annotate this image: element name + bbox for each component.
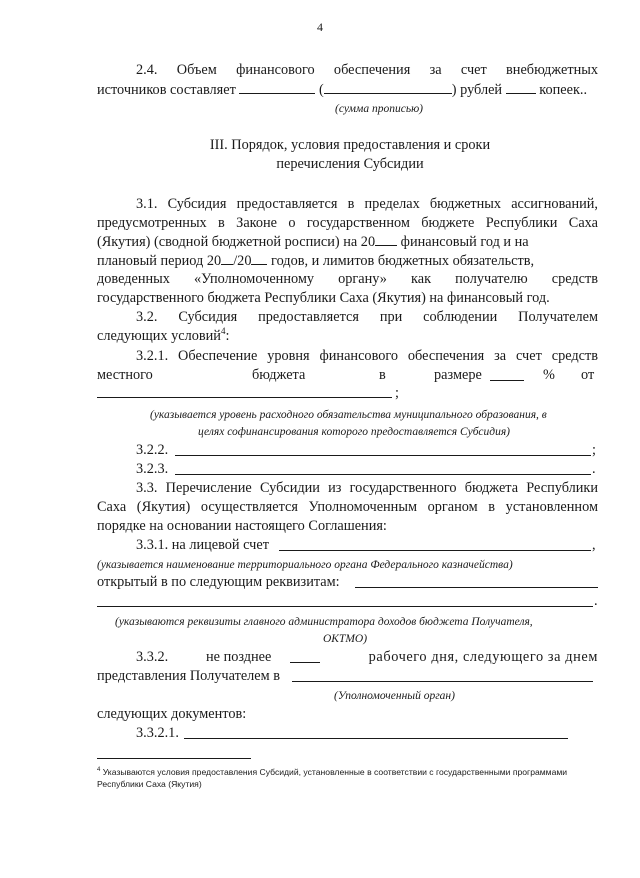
clause-2-4-rubles: ) рублей bbox=[451, 82, 503, 98]
clause-3-2-3-label: 3.2.3. bbox=[136, 461, 169, 477]
clause-3-2-3-end: . bbox=[592, 461, 596, 477]
footnote-ref: 4 bbox=[220, 326, 226, 337]
clause-3-1-l3-end: финансовый год и на bbox=[397, 234, 529, 250]
word-v: в bbox=[379, 367, 386, 383]
percent-sign: % bbox=[543, 367, 555, 383]
blank-account bbox=[279, 550, 591, 551]
section-heading-line2: перечисления Субсидии bbox=[276, 156, 424, 172]
clause-3-1-line3 bbox=[97, 232, 598, 251]
clause-3-3-2-label: 3.3.2. bbox=[136, 649, 169, 665]
clause-3-1-l3-text: (Якутия) (сводной бюджетной росписи) на 20 bbox=[97, 234, 376, 250]
blank-clause-3-2-2 bbox=[175, 455, 591, 456]
footnote-separator bbox=[97, 758, 251, 759]
word-ot: от bbox=[581, 367, 595, 383]
blank-authorized-body bbox=[292, 681, 593, 682]
clause-3-1-l4-text: плановый период 20 bbox=[97, 253, 222, 269]
blank-amount-words bbox=[324, 80, 452, 94]
clause-2-4-line1: 2.4. Объем финансового обеспечения за счет внебюджетных bbox=[136, 62, 598, 78]
word-ne-pozdnee: не позднее bbox=[206, 649, 272, 665]
clause-3-3-line2: Саха (Якутия) осуществляется Уполномоченным органом в установленном bbox=[97, 499, 598, 515]
clause-3-3-1-requisites: открытый в по следующим реквизитам: bbox=[97, 574, 340, 590]
clause-3-1-line2: предусмотренных в Законе о государственном бюджете Республики Саха bbox=[97, 215, 598, 231]
footnote-text-1: Указываются условия предоставления Субсидий, установленные в соответствии с государственными программами bbox=[102, 767, 568, 777]
clause-3-2-2-label: 3.2.2. bbox=[136, 442, 169, 458]
clause-2-4-line2 bbox=[97, 80, 598, 99]
clause-3-2-2-end: ; bbox=[592, 442, 596, 458]
clause-2-4-kopecks: копеек.. bbox=[539, 82, 588, 98]
hint-requisites-line1: (указываются реквизиты главного администратора доходов бюджета Получателя, bbox=[115, 616, 533, 628]
clause-3-2-l2-text: следующих условий bbox=[97, 328, 221, 344]
clause-3-3-2-l1-end: рабочего дня, следующего за днем bbox=[368, 649, 598, 665]
blank-requisites-1 bbox=[355, 587, 598, 588]
hint-obligation-line1: (указывается уровень расходного обязательства муниципального образования, в bbox=[150, 409, 547, 421]
clause-3-3-1-comma: , bbox=[592, 537, 596, 553]
blank-requisites-2 bbox=[97, 606, 593, 607]
clause-3-1-line5: доведенных «Уполномоченному органу» как получателю средств bbox=[97, 271, 598, 287]
hint-amount-words: (сумма прописью) bbox=[335, 103, 424, 115]
clause-3-2-1-line1: 3.2.1. Обеспечение уровня финансового обеспечения за счет средств bbox=[136, 348, 598, 364]
clause-2-4-paren-open: ( bbox=[319, 82, 324, 98]
clause-3-3-1-label: 3.3.1. на лицевой счет bbox=[136, 537, 269, 553]
clause-3-1-line6: государственного бюджета Республики Саха (Якутия) на финансовый год. bbox=[97, 290, 550, 306]
blank-clause-3-2-3 bbox=[175, 474, 591, 475]
blank-amount-digits bbox=[239, 80, 315, 94]
hint-treasury: (указывается наименование территориального органа Федерального казначейства) bbox=[97, 559, 513, 571]
clause-3-3-2-1-label: 3.3.2.1. bbox=[136, 725, 179, 741]
clause-3-3-2-line2: представления Получателем в bbox=[97, 668, 281, 684]
word-byudzheta: бюджета bbox=[252, 367, 306, 383]
clause-3-2-line2 bbox=[97, 327, 229, 345]
blank-percent bbox=[490, 367, 524, 381]
footnote-line1 bbox=[97, 767, 567, 778]
blank-workday bbox=[290, 649, 320, 663]
clause-3-1-line4 bbox=[97, 251, 598, 270]
hint-requisites-line2: ОКТМО) bbox=[323, 633, 368, 645]
blank-year bbox=[375, 232, 397, 246]
clause-3-3-line3: порядке на основании настоящего Соглашения: bbox=[97, 518, 387, 534]
blank-period-start bbox=[221, 251, 233, 265]
page-number: 4 bbox=[317, 20, 323, 34]
clause-3-2-l2-colon: : bbox=[225, 328, 230, 344]
hint-obligation-line2: целях софинансирования которого предоставляется Субсидия) bbox=[198, 426, 511, 438]
section-heading-line1: III. Порядок, условия предоставления и сроки bbox=[209, 137, 491, 153]
blank-clause-3-3-2-1 bbox=[184, 738, 568, 739]
clause-3-1-line1: 3.1. Субсидия предоставляется в пределах бюджетных ассигнований, bbox=[136, 196, 598, 212]
clause-3-3-2-line3: следующих документов: bbox=[97, 706, 247, 722]
clause-3-1-l4-slash: /20 bbox=[233, 253, 252, 269]
footnote-mark: 4 bbox=[97, 767, 101, 774]
blank-budget-source bbox=[97, 397, 392, 398]
clause-3-2-line1: 3.2. Субсидия предоставляется при соблюдении Получателем bbox=[136, 309, 598, 325]
clause-3-3-1-period: . bbox=[594, 593, 598, 609]
hint-authorized-body: (Уполномоченный орган) bbox=[334, 690, 455, 702]
clause-2-4-text-a: источников составляет bbox=[97, 82, 236, 98]
footnote-line2: Республики Саха (Якутия) bbox=[97, 779, 202, 789]
clause-3-3-line1: 3.3. Перечисление Субсидии из государственного бюджета Республики bbox=[136, 480, 598, 496]
word-mestnogo: местного bbox=[97, 367, 153, 383]
blank-kopecks bbox=[506, 80, 536, 94]
clause-3-1-l4-end: годов, и лимитов бюджетных обязательств, bbox=[267, 253, 535, 269]
clause-3-2-1-semicolon: ; bbox=[395, 385, 399, 401]
blank-period-end bbox=[251, 251, 267, 265]
word-razmere: размере bbox=[434, 367, 482, 383]
